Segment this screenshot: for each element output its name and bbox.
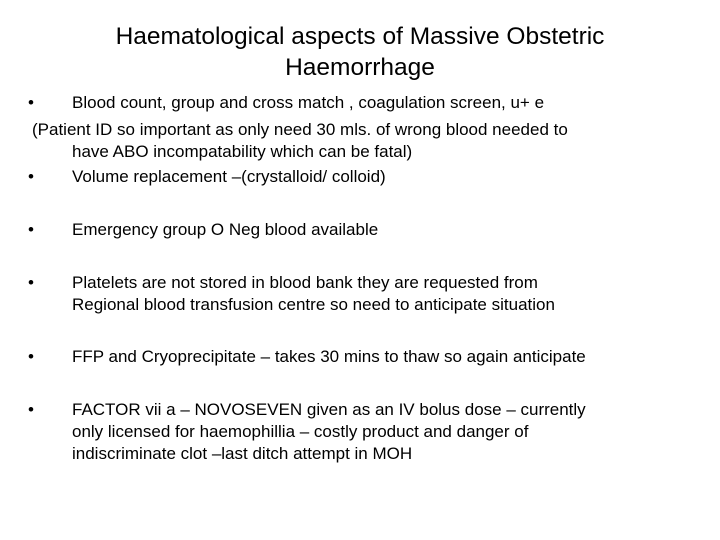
bullet-icon: • [28,347,34,366]
bullet-icon: • [28,220,34,239]
list-item-patient-id-line-1: (Patient ID so important as only need 30 mls. of wrong blood needed to [32,120,568,139]
bullet-icon: • [28,93,34,112]
list-item-ffp: FFP and Cryoprecipitate – takes 30 mins to thaw so again anticipate [72,347,586,366]
list-item-platelets-line-1: Platelets are not stored in blood bank they are requested from [72,273,538,292]
list-item-factor-line-3: indiscriminate clot –last ditch attempt in MOH [72,444,413,463]
bullet-icon: • [28,167,34,186]
list-item-platelets-line-2: Regional blood transfusion centre so need to anticipate situation [72,295,555,314]
list-item-blood-count: Blood count, group and cross match , coagulation screen, u+ e [72,93,545,112]
list-item-patient-id-line-2: have ABO incompatability which can be fatal) [72,142,413,161]
bullet-icon: • [28,400,34,419]
slide-title [40,21,680,83]
list-item-factor-line-1: FACTOR vii a – NOVOSEVEN given as an IV bolus dose – currently [72,400,586,419]
title-line-2: Haemorrhage [285,54,435,81]
list-item-volume-replacement: Volume replacement –(crystalloid/ colloid) [72,167,386,186]
title-line-1: Haematological aspects of Massive Obstetric [115,23,605,50]
bullet-icon: • [28,273,34,292]
list-item-emergency-group: Emergency group O Neg blood available [72,220,379,239]
list-item-factor-line-2: only licensed for haemophillia – costly product and danger of [72,422,529,441]
